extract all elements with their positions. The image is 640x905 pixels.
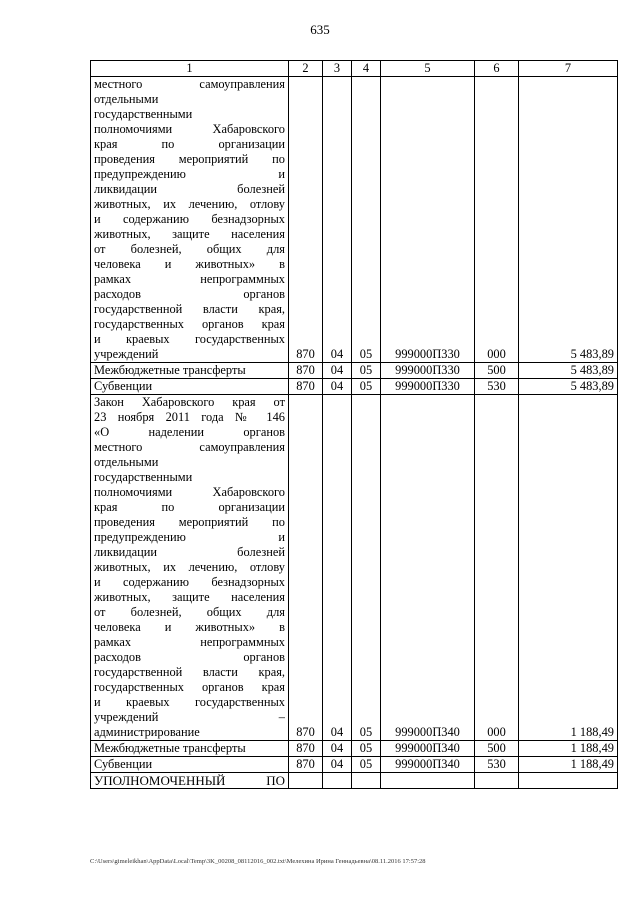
name-text-line: проведения мероприятий по (94, 515, 285, 529)
expense-type-cell: 530 (475, 757, 519, 773)
expense-type-cell (475, 773, 519, 789)
section-code-cell: 04 (323, 363, 352, 379)
section-code-cell: 04 (323, 77, 352, 363)
ministry-code-cell: 870 (289, 363, 323, 379)
name-text-line: администрирование (94, 725, 200, 739)
subsection-code-cell: 05 (352, 757, 381, 773)
subsection-code-cell (352, 773, 381, 789)
ministry-code-cell: 870 (289, 741, 323, 757)
table-body (91, 77, 618, 789)
amount-cell: 1 188,49 (519, 757, 618, 773)
column-header-1: 1 (91, 61, 289, 77)
budget-table (90, 60, 618, 789)
name-text-line: государственными (94, 107, 193, 121)
name-text-line: местного самоуправления (94, 77, 285, 91)
name-text-line: Межбюджетные трансферты (94, 741, 246, 755)
name-text-line: животных, защите населения (94, 590, 285, 604)
target-article-cell: 999000П330 (381, 77, 475, 363)
page-number: 635 (310, 22, 330, 37)
row-name-cell (91, 379, 289, 395)
column-header-3: 3 (323, 61, 352, 77)
name-text-line: предупреждению и (94, 167, 285, 181)
name-text-line: проведения мероприятий по (94, 152, 285, 166)
name-text-line: ликвидации болезней (94, 545, 285, 559)
row-name-cell (91, 77, 289, 363)
table-row (91, 77, 618, 363)
table-row (91, 395, 618, 741)
expense-type-cell: 000 (475, 395, 519, 741)
name-text-line: полномочиями Хабаровского (94, 485, 285, 499)
name-text-line: полномочиями Хабаровского (94, 122, 285, 136)
name-text-line: 23 ноября 2011 года № 146 (94, 410, 285, 424)
name-text-line: «О наделении органов (94, 425, 285, 439)
name-text-line: человека и животных» в (94, 257, 285, 271)
name-text-line: от болезней, общих для (94, 242, 285, 256)
target-article-cell: 999000П330 (381, 363, 475, 379)
name-text-line: государственными (94, 470, 193, 484)
name-text-line: от болезней, общих для (94, 605, 285, 619)
row-name-cell (91, 773, 289, 789)
name-text-line: и краевых государственных (94, 695, 285, 709)
amount-cell: 5 483,89 (519, 363, 618, 379)
column-header-5: 5 (381, 61, 475, 77)
table-row (91, 379, 618, 395)
name-text-line: животных, их лечению, отлову (94, 197, 285, 211)
name-text-line: края по организации (94, 500, 285, 514)
section-code-cell (323, 773, 352, 789)
expense-type-cell: 500 (475, 741, 519, 757)
ministry-code-cell: 870 (289, 757, 323, 773)
name-text-line: человека и животных» в (94, 620, 285, 634)
subsection-code-cell: 05 (352, 363, 381, 379)
name-text-line: расходов органов (94, 287, 285, 301)
amount-cell: 1 188,49 (519, 395, 618, 741)
name-text-line: и содержанию безнадзорных (94, 212, 285, 226)
name-text-line: учреждений – (94, 710, 285, 724)
expense-type-cell: 500 (475, 363, 519, 379)
amount-cell: 5 483,89 (519, 77, 618, 363)
name-text-line: учреждений (94, 347, 159, 361)
row-name-cell (91, 741, 289, 757)
row-name-cell (91, 395, 289, 741)
ministry-code-cell: 870 (289, 395, 323, 741)
row-name-cell (91, 757, 289, 773)
ministry-code-cell: 870 (289, 379, 323, 395)
name-text-line: рамках непрограммных (94, 272, 285, 286)
expense-type-cell: 000 (475, 77, 519, 363)
name-text-line: Межбюджетные трансферты (94, 363, 246, 377)
target-article-cell: 999000П340 (381, 741, 475, 757)
name-text-line: предупреждению и (94, 530, 285, 544)
target-article-cell: 999000П340 (381, 757, 475, 773)
expense-type-cell: 530 (475, 379, 519, 395)
name-text-line: животных, защите населения (94, 227, 285, 241)
name-text-line: государственной власти края, (94, 665, 285, 679)
name-text-line: и краевых государственных (94, 332, 285, 346)
name-text-line: государственных органов края (94, 317, 285, 331)
name-text-line: государственных органов края (94, 680, 285, 694)
name-text-line: отдельными (94, 92, 159, 106)
subsection-code-cell: 05 (352, 379, 381, 395)
table-row (91, 363, 618, 379)
name-text-line: края по организации (94, 137, 285, 151)
target-article-cell: 999000П330 (381, 379, 475, 395)
name-text-line: государственной власти края, (94, 302, 285, 316)
subsection-code-cell: 05 (352, 77, 381, 363)
file-path-footer: C:\Users\gimeleikhan\AppData\Local\Temp\3K_00208_08112016_002.txt\Мелехина Ирина Геннадьевна\08.11.2016 17:57:28 (90, 858, 426, 865)
name-text-line: Субвенции (94, 379, 153, 393)
name-text-line: Субвенции (94, 757, 153, 771)
name-text-line: расходов органов (94, 650, 285, 664)
column-header-2: 2 (289, 61, 323, 77)
table-header-row (91, 61, 618, 77)
table-row (91, 741, 618, 757)
amount-cell: 1 188,49 (519, 741, 618, 757)
section-code-cell: 04 (323, 757, 352, 773)
name-text-line: рамках непрограммных (94, 635, 285, 649)
ministry-code-cell: 870 (289, 77, 323, 363)
subsection-code-cell: 05 (352, 741, 381, 757)
table-row (91, 773, 618, 789)
name-text-line: животных, их лечению, отлову (94, 560, 285, 574)
name-text-line: ликвидации болезней (94, 182, 285, 196)
name-text-line: отдельными (94, 455, 159, 469)
target-article-cell (381, 773, 475, 789)
name-text-line: местного самоуправления (94, 440, 285, 454)
name-text-line: Закон Хабаровского края от (94, 395, 285, 409)
column-header-7: 7 (519, 61, 618, 77)
section-code-cell: 04 (323, 379, 352, 395)
name-text-line: и содержанию безнадзорных (94, 575, 285, 589)
target-article-cell: 999000П340 (381, 395, 475, 741)
name-text-line: УПОЛНОМОЧЕННЫЙ ПО (94, 773, 285, 788)
column-header-6: 6 (475, 61, 519, 77)
amount-cell: 5 483,89 (519, 379, 618, 395)
column-header-4: 4 (352, 61, 381, 77)
row-name-cell (91, 363, 289, 379)
section-code-cell: 04 (323, 741, 352, 757)
subsection-code-cell: 05 (352, 395, 381, 741)
table-row (91, 757, 618, 773)
section-code-cell: 04 (323, 395, 352, 741)
ministry-code-cell (289, 773, 323, 789)
amount-cell (519, 773, 618, 789)
